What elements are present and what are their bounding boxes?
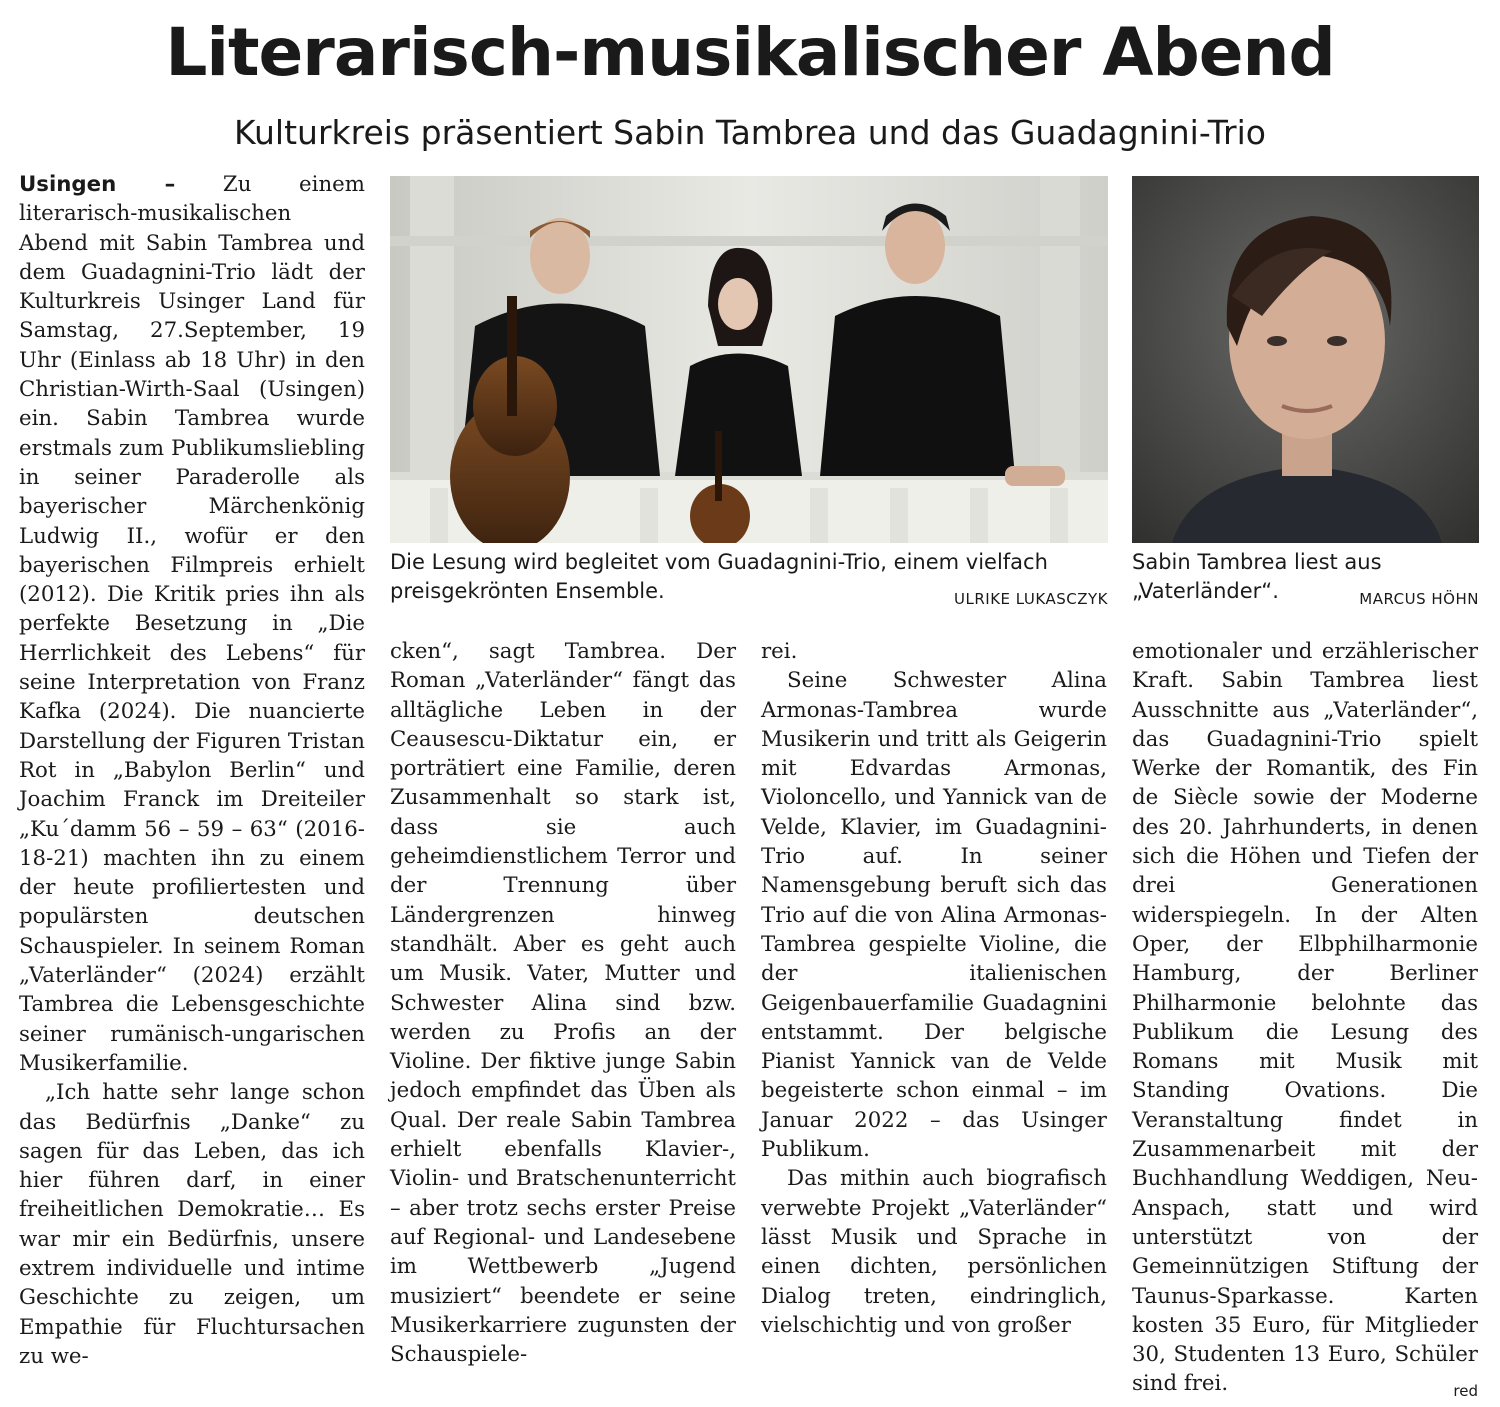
paragraph-text: Zu einem literarisch-musikalischen Abend mit Sabin Tambrea und dem Guadagnini-Trio lädt der Kulturkreis Usinger Land für Samstag, 27.September, 19 Uhr (Einlass ab 18 Uhr) in den Christian-Wirth-Saal (Usingen) ein. Sabin Tambrea wurde erstmals zum Publikumsliebling in seiner Paraderolle als bayerischer Märchenkönig Ludwig II., wofür er den bayerischen Filmpreis erhielt (2012). Die Kritik pries ihn als perfekte Besetzung in „Die Herrlichkeit des Lebens“ für seine Interpretation von Franz Kafka (2024). Die nuancierte Darstellung der Figuren Tristan Rot in „Babylon Berlin“ und Joachim Franck im Dreiteiler „Ku´damm 56 – 59 – 63“ (2016-18-21) machten ihn zu einem der heute profiliertesten und populärsten deutschen Schauspieler. In seinem Roman „Vaterländer“ (2024) erzählt Tambrea die Lebensgeschichte seiner rumänisch-ungarischen Musikerfamilie. — [19, 172, 365, 1076]
paragraph: rei. — [761, 639, 798, 664]
trio-caption-text: Die Lesung wird begleitet vom Guadagnini-Trio, einem vielfach preisgekrönten Ensemble. — [390, 550, 1048, 603]
portrait-photo-caption — [1132, 548, 1479, 614]
paragraph — [1132, 637, 1478, 1399]
article-column-3 — [761, 637, 1107, 1340]
portrait-photo — [1132, 176, 1479, 543]
dateline: Usingen – — [19, 172, 176, 197]
paragraph — [19, 170, 365, 1078]
article-column-2 — [390, 637, 736, 1369]
portrait-photo-credit: MARCUS HÖHN — [1359, 590, 1479, 608]
article-headline: Literarisch-musikalischer Abend — [165, 14, 1335, 91]
trio-photo-credit: ULRIKE LUKASCZYK — [954, 590, 1108, 608]
article-column-1 — [19, 170, 365, 1371]
trio-photo — [390, 176, 1108, 543]
paragraph-text: emotionaler und erzählerischer Kraft. Sabin Tambrea liest Ausschnitte aus „Vaterländer“, das Guadagnini-Trio spielt Werke der Romantik, des Fin de Siècle sowie der Moderne des 20. Jahrhunderts, in denen sich die Höhen und Tiefen der drei Generationen widerspiegeln. In der Alten Oper, der Elbphilharmonie Hamburg, der Berliner Philharmonie belohnte das Publikum die Lesung des Romans mit Musik mit Standing Ovations. Die Veranstaltung findet in Zusammenarbeit mit der Buchhandlung Weddigen, Neu-Anspach, statt und wird unterstützt von der Gemeinnützigen Stiftung der Taunus-Sparkasse. Karten kosten 35 Euro, für Mitglieder 30, Studenten 13 Euro, Schüler sind frei. — [1132, 639, 1478, 1397]
author-signature: red — [1453, 1382, 1478, 1401]
article-column-4 — [1132, 637, 1478, 1407]
paragraph: cken“, sagt Tambrea. Der Roman „Vaterländer“ fängt das alltägliche Leben in der Ceausescu-Diktatur ein, er porträtiert eine Familie, deren Zusammenhalt so stark ist, dass sie auch geheimdienstlichem Terror und der Trennung über Ländergrenzen hinweg standhält. Aber es geht auch um Musik. Vater, Mutter und Schwester Alina sind bzw. werden zu Profis an der Violine. Der fiktive junge Sabin jedoch empfindet das Üben als Qual. Der reale Sabin Tambrea erhielt ebenfalls Klavier-, Violin- und Bratschenunterricht – aber trotz sechs erster Preise auf Regional- und Landesebene im Wettbewerb „Jugend musiziert“ beendete er seine Musikerkarriere zugunsten der Schauspiele- — [390, 639, 736, 1368]
trio-photo-caption — [390, 548, 1108, 614]
portrait-caption-text: Sabin Tambrea liest aus „Vaterländer“. — [1132, 550, 1382, 603]
paragraph: Das mithin auch biografisch verwebte Projekt „Vaterländer“ lässt Musik und Sprache in einen dichten, persönlichen Dialog treten, eindringlich, vielschichtig und von großer — [761, 1166, 1107, 1338]
paragraph: „Ich hatte sehr lange schon das Bedürfnis „Danke“ zu sagen für das Leben, das ich hier führen darf, in einer freiheitlichen Demokratie… Es war mir ein Bedürfnis, unsere extrem individuelle und intime Geschichte zu zeigen, um Empathie für Fluchtursachen zu we- — [19, 1080, 365, 1369]
paragraph: Seine Schwester Alina Armonas-Tambrea wurde Musikerin und tritt als Geigerin mit Edvardas Armonas, Violoncello, und Yannick van de Velde, Klavier, im Guadagnini-Trio auf. In seiner Namensgebung beruft sich das Trio auf die von Alina Armonas-Tambrea gespielte Violine, die der italienischen Geigenbauerfamilie Guadagnini entstammt. Der belgische Pianist Yannick van de Velde begeisterte schon einmal – im Januar 2022 – das Usinger Publikum. — [761, 668, 1107, 1163]
article-subheadline: Kulturkreis präsentiert Sabin Tambrea und das Guadagnini-Trio — [234, 113, 1266, 152]
